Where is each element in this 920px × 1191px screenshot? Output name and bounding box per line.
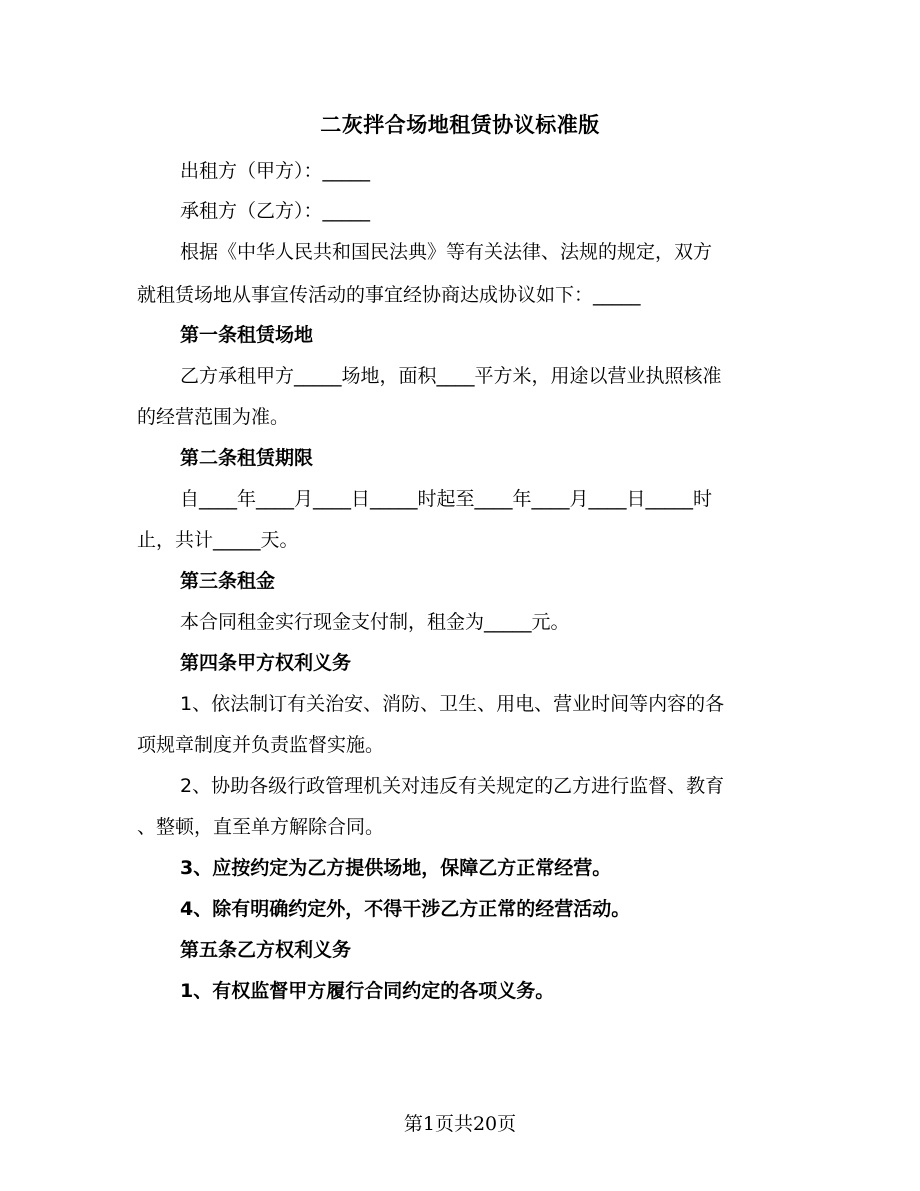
lessor-line: 出租方（甲方）：_____ <box>180 160 371 182</box>
article4-item1-line-1: 1、依法制订有关治安、消防、卫生、用电、营业时间等内容的各 <box>180 693 725 715</box>
article2-line-1: 自____年____月____日_____时起至____年____月____日_____时 <box>180 488 713 510</box>
article2-line-2: 止，共计_____天。 <box>137 529 299 551</box>
intro-paragraph-line-2: 就租赁场地从事宣传活动的事宜经协商达成协议如下：_____ <box>137 284 641 306</box>
article5-heading: 第五条乙方权利义务 <box>180 939 352 961</box>
article1-heading: 第一条租赁场地 <box>180 324 314 346</box>
article1-line-1: 乙方承租甲方_____场地，面积____平方米，用途以营业执照核准 <box>180 365 722 387</box>
intro-paragraph-line-1: 根据《中华人民共和国民法典》等有关法律、法规的规定，双方 <box>180 241 713 263</box>
article2-heading: 第二条租赁期限 <box>180 447 314 469</box>
article1-line-2: 的经营范围为准。 <box>137 406 290 428</box>
article4-item3: 3、应按约定为乙方提供场地，保障乙方正常经营。 <box>180 857 612 879</box>
document-title: 二灰拌合场地租赁协议标准版 <box>320 113 600 137</box>
article4-item2-line-1: 2、协助各级行政管理机关对违反有关规定的乙方进行监督、教育 <box>180 775 725 797</box>
article4-item4: 4、除有明确约定外，不得干涉乙方正常的经营活动。 <box>180 898 631 920</box>
article5-item1: 1、有权监督甲方履行合同约定的各项义务。 <box>180 980 555 1002</box>
article3-line-1: 本合同租金实行现金支付制，租金为_____元。 <box>180 611 570 633</box>
lessee-line: 承租方（乙方）：_____ <box>180 200 371 222</box>
article4-item2-line-2: 、整顿，直至单方解除合同。 <box>137 816 385 838</box>
article4-heading: 第四条甲方权利义务 <box>180 652 352 674</box>
article4-item1-line-2: 项规章制度并负责监督实施。 <box>137 734 385 756</box>
article3-heading: 第三条租金 <box>180 570 276 592</box>
page-footer: 第1页共20页 <box>403 1113 517 1135</box>
